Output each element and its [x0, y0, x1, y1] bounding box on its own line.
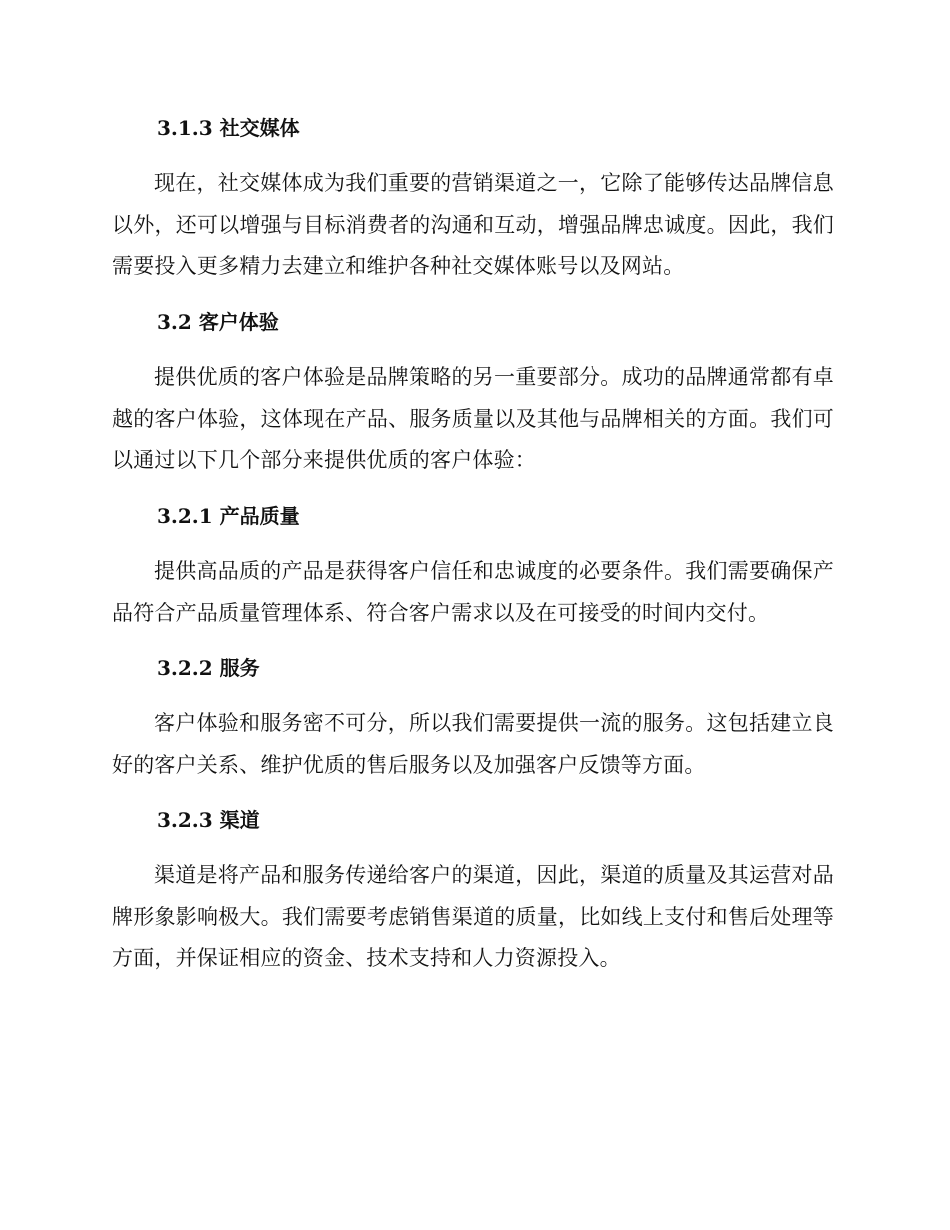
section-paragraph-3-2-3: 渠道是将产品和服务传递给客户的渠道，因此，渠道的质量及其运营对品牌形象影响极大。我们需要考虑销售渠道的质量，比如线上支付和售后处理等方面，并保证相应的资金、技术支持和人力资源投入。	[112, 863, 834, 970]
section-heading-3-2: 3.2 客户体验	[157, 310, 279, 334]
section-heading-3-2-3: 3.2.3 渠道	[157, 808, 260, 832]
section-heading-3-1-3: 3.1.3 社交媒体	[157, 116, 300, 140]
section-heading-3-2-1: 3.2.1 产品质量	[157, 504, 300, 528]
section-paragraph-3-2: 提供优质的客户体验是品牌策略的另一重要部分。成功的品牌通常都有卓越的客户体验，这体现在产品、服务质量以及其他与品牌相关的方面。我们可以通过以下几个部分来提供优质的客户体验：	[112, 365, 834, 472]
section-paragraph-3-2-2: 客户体验和服务密不可分，所以我们需要提供一流的服务。这包括建立良好的客户关系、维护优质的售后服务以及加强客户反馈等方面。	[112, 711, 834, 777]
section-paragraph-3-2-1: 提供高品质的产品是获得客户信任和忠诚度的必要条件。我们需要确保产品符合产品质量管理体系、符合客户需求以及在可接受的时间内交付。	[112, 559, 834, 625]
section-heading-3-2-2: 3.2.2 服务	[157, 656, 260, 680]
section-paragraph-3-1-3: 现在，社交媒体成为我们重要的营销渠道之一，它除了能够传达品牌信息以外，还可以增强与目标消费者的沟通和互动，增强品牌忠诚度。因此，我们需要投入更多精力去建立和维护各种社交媒体账号以及网站。	[112, 171, 834, 278]
